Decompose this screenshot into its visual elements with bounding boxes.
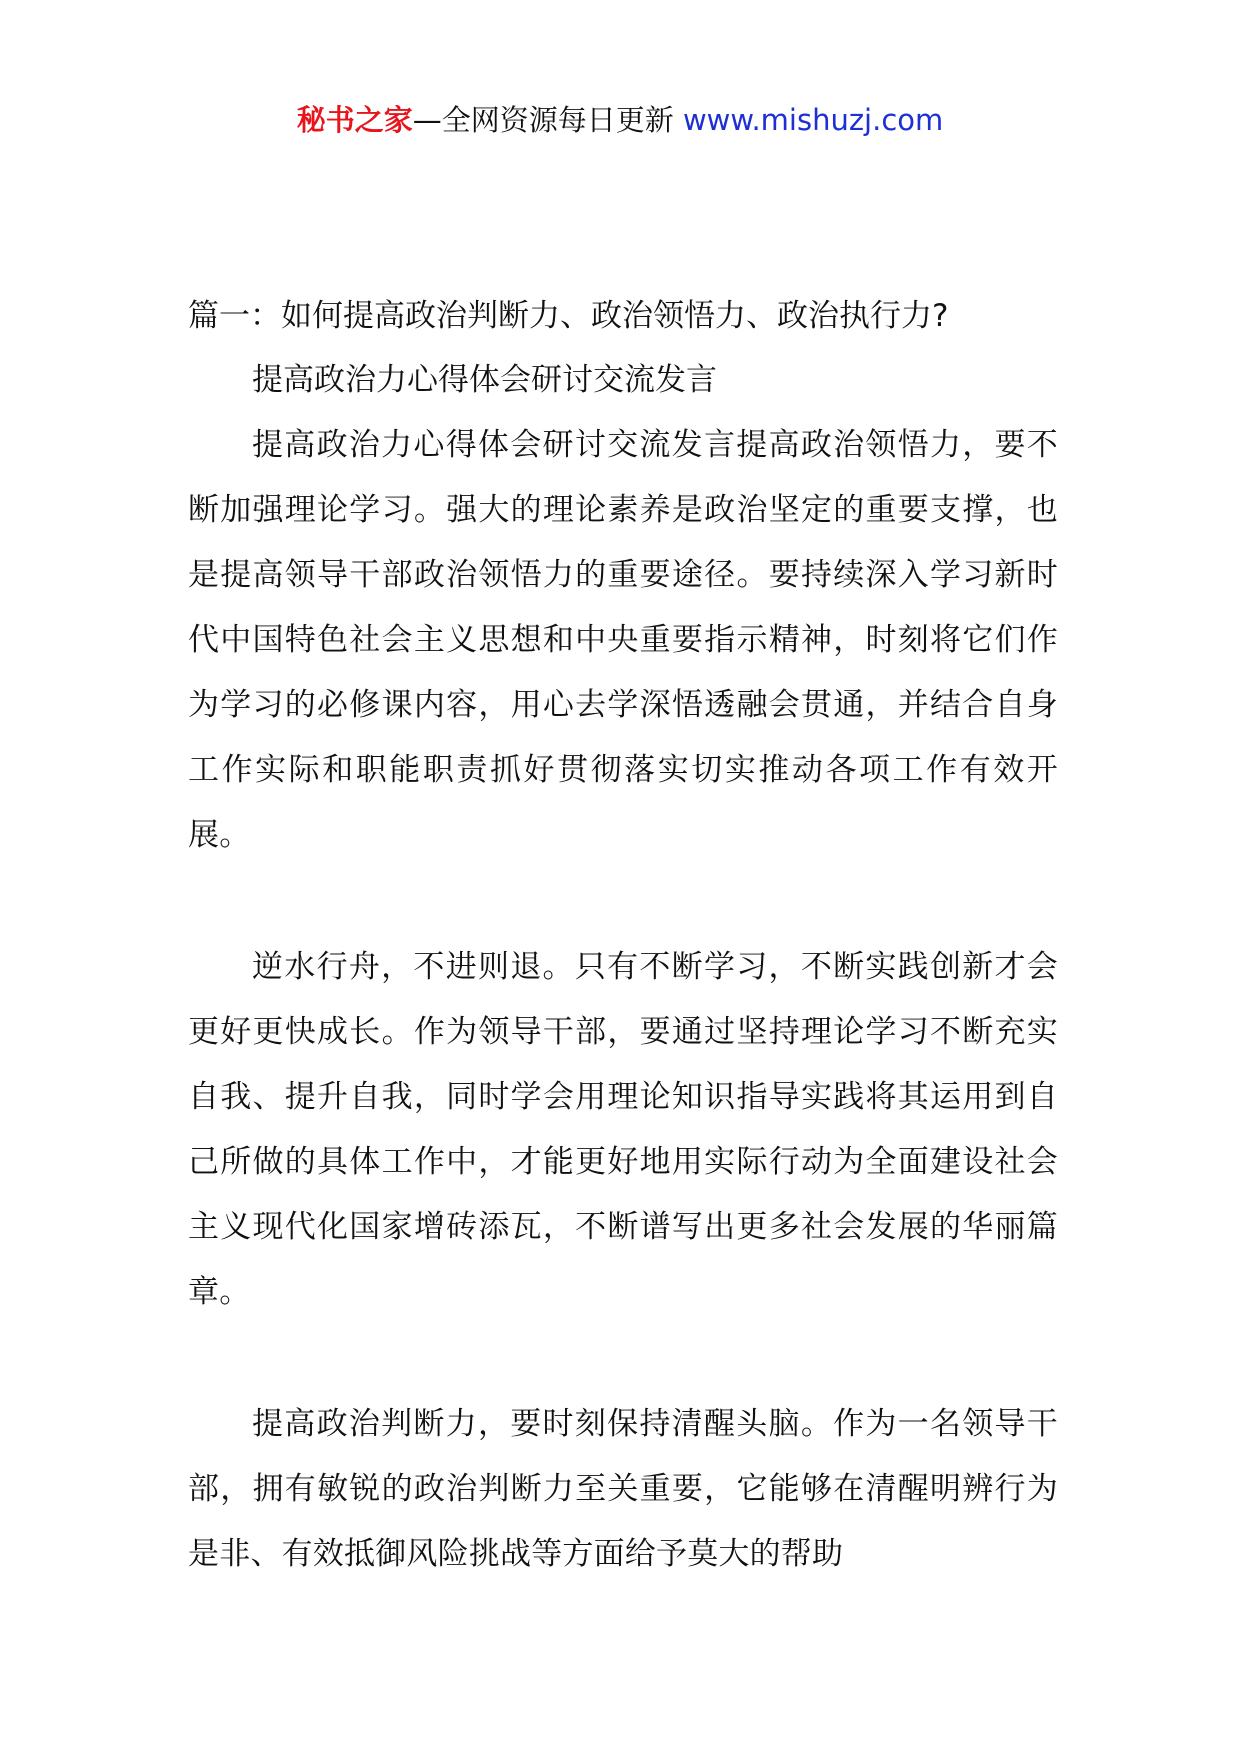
paragraph: 提高政治判断力，要时刻保持清醒头脑。作为一名领导干部，拥有敏锐的政治判断力至关重要，它能够在清醒明辨行为是非、有效抵御风险挑战等方面给予莫大的帮助 [188, 1406, 1058, 1572]
paragraph: 提高政治力心得体会研讨交流发言提高政治领悟力，要不断加强理论学习。强大的理论素养是政治坚定的重要支撑，也是提高领导干部政治领悟力的重要途径。要持续深入学习新时代中国特色社会主义思想和中央重要指示精神，时刻将它们作为学习的必修课内容，用心去学深悟透融会贯通，并结合自身工作实际和职能职责抓好贯彻落实切实推动各项工作有效开展。 [188, 427, 1058, 853]
header-tagline: —全网资源每日更新 [412, 103, 674, 137]
paragraph: 逆水行舟，不进则退。只有不断学习，不断实践创新才会更好更快成长。作为领导干部，要通过坚持理论学习不断充实自我、提升自我，同时学会用理论知识指导实践将其运用到自己所做的具体工作中，才能更好地用实际行动为全面建设社会主义现代化国家增砖添瓦，不断谱写出更多社会发展的华丽篇章。 [188, 949, 1058, 1310]
brand-name: 秘书之家 [296, 103, 413, 137]
article-subtitle: 提高政治力心得体会研讨交流发言 [252, 362, 717, 398]
site-header [0, 100, 1240, 140]
article-title: 篇一：如何提高政治判断力、政治领悟力、政治执行力? [188, 298, 949, 334]
site-url-link[interactable]: www.mishuzj.com [682, 103, 944, 137]
article-body [188, 295, 1058, 1587]
